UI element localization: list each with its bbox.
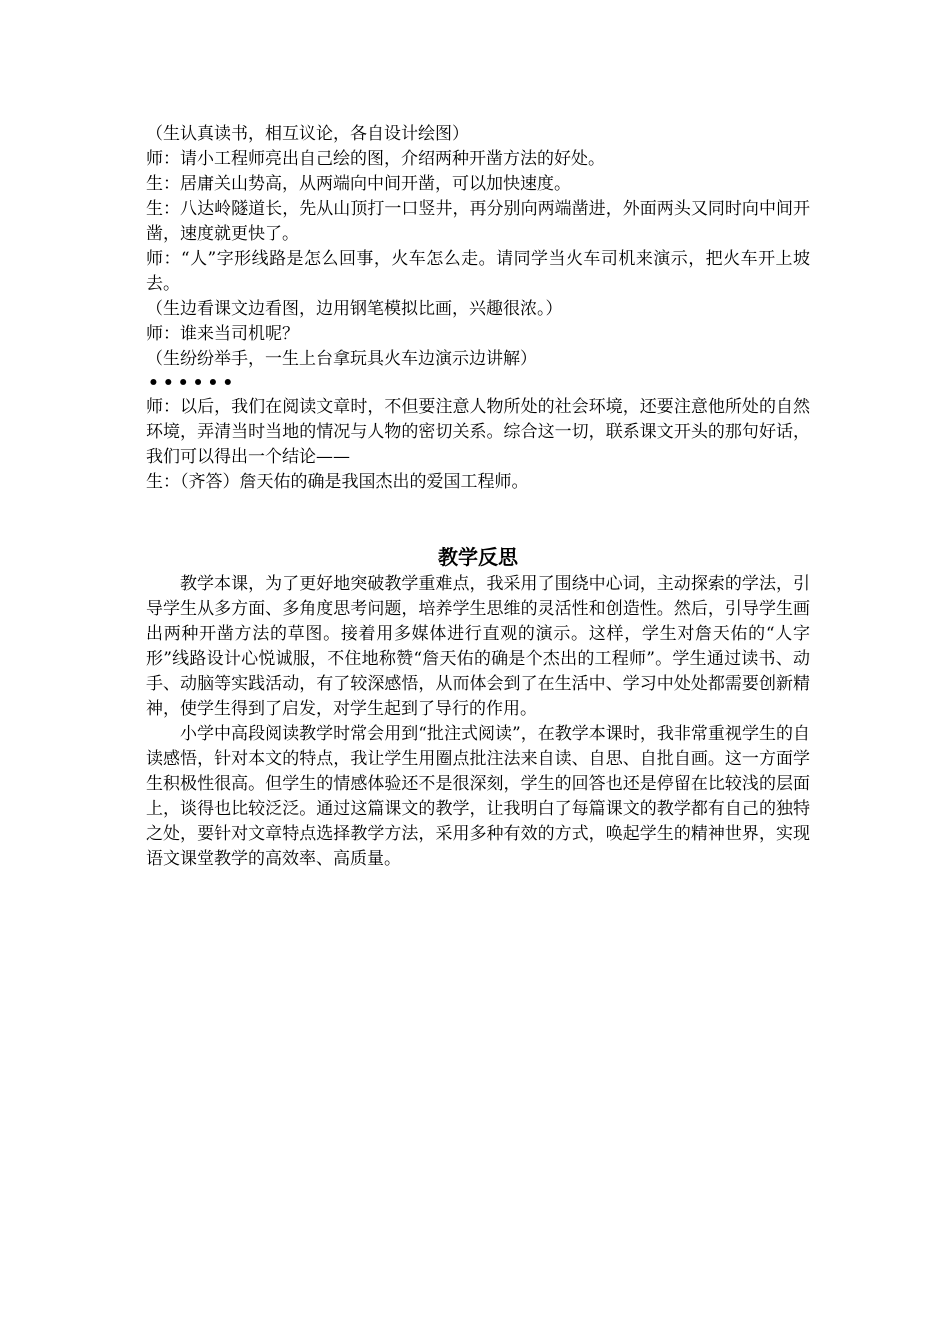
- dialogue-line: 师：以后，我们在阅读文章时，不但要注意人物所处的社会环境，还要注意他所处的自然环境，弄清当时当地的情况与人物的密切关系。综合这一切，联系课文开头的那句好话，我们可以得出一个结论——: [146, 397, 810, 467]
- ellipsis-dots: ••••••: [148, 373, 238, 393]
- reflection-paragraph: 小学中高段阅读教学时常会用到“批注式阅读”，在教学本课时，我非常重视学生的自读感悟，针对本文的特点，我让学生用圈点批注法来自读、自思、自批自画。这一方面学生积极性很高。但学生的情感体验还不是很深刻，学生的回答也还是停留在比较浅的层面上，谈得也比较泛泛。通过这篇课文的教学，让我明白了每篇课文的教学都有自己的独特之处，要针对文章特点选择教学方法，采用多种有效的方式，唤起学生的精神世界，实现语文课堂教学的高效率、高质量。: [146, 724, 810, 869]
- section-title: 教学反思: [438, 545, 518, 569]
- dialogue-line: （生边看课文边看图，边用钢笔模拟比画，兴趣很浓。）: [146, 299, 563, 319]
- dialogue-line: 生：居庸关山势高，从两端向中间开凿，可以加快速度。: [146, 174, 571, 194]
- classroom-dialogue: [146, 122, 810, 495]
- dialogue-line: 师：“人”字形线路是怎么回事，火车怎么走。请同学当火车司机来演示，把火车开上坡去。: [146, 249, 810, 294]
- document-page: [146, 122, 810, 872]
- dialogue-line: （生纷纷举手，一生上台拿玩具火车边演示边讲解）: [146, 349, 537, 369]
- dialogue-line: 师：请小工程师亮出自己绘的图，介绍两种开凿方法的好处。: [146, 149, 605, 169]
- dialogue-line: 生：（齐答）詹天佑的确是我国杰出的爱国工程师。: [146, 472, 529, 492]
- reflection-section: [146, 543, 810, 872]
- dialogue-line: 师：谁来当司机呢？: [146, 324, 299, 344]
- dialogue-line: 生：八达岭隧道长，先从山顶打一口竖井，再分别向两端凿进，外面两头又同时向中间开凿，速度就更快了。: [146, 199, 810, 244]
- reflection-paragraph: 教学本课，为了更好地突破教学重难点，我采用了围绕中心词，主动探索的学法，引导学生从多方面、多角度思考问题，培养学生思维的灵活性和创造性。然后，引导学生画出两种开凿方法的草图。接着用多媒体进行直观的演示。这样，学生对詹天佑的“人字形”线路设计心悦诚服，不住地称赞“詹天佑的确是个杰出的工程师”。学生通过读书、动手、动脑等实践活动，有了较深感悟，从而体会到了在生活中、学习中处处都需要创新精神，使学生得到了启发，对学生起到了导行的作用。: [146, 574, 810, 719]
- dialogue-line: （生认真读书，相互议论，各自设计绘图）: [146, 124, 469, 144]
